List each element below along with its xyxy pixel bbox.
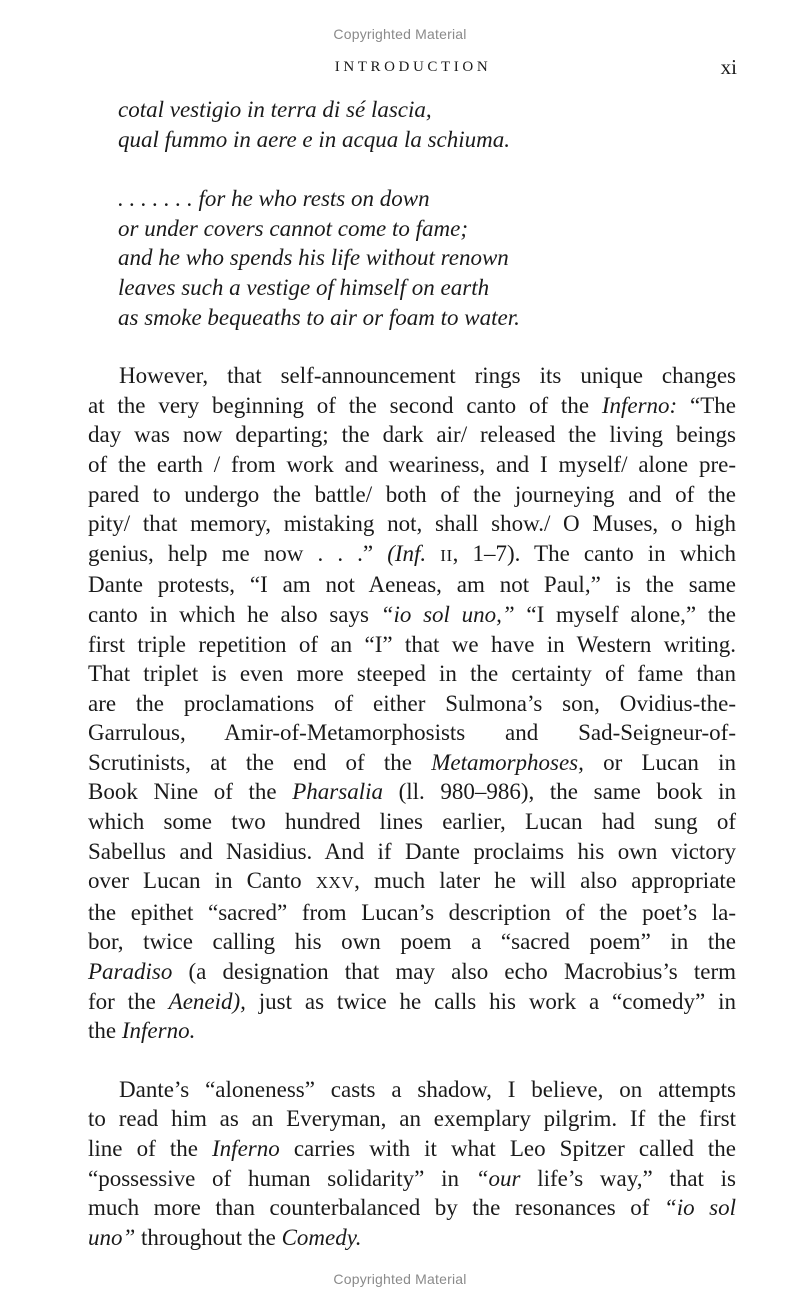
text-run: just as twice he calls his work a “comedy” in [245, 988, 736, 1014]
italic-text: (Inf. [387, 540, 427, 566]
text-run: throughout the [135, 1224, 282, 1250]
text-run: or Lucan in [583, 749, 736, 775]
paragraph-line [88, 361, 736, 391]
verse-italian [88, 95, 736, 154]
verse-line: . . . . . . . for he who rests on down [118, 186, 430, 212]
paragraph-line [88, 927, 736, 957]
text-run: canto in which he also says [88, 601, 381, 627]
paragraph-line [88, 957, 736, 987]
paragraph-line [88, 1223, 736, 1253]
text-run: , much later he will also appropriate [354, 868, 737, 894]
text-run: day was now departing; the dark air/ released the living beings [88, 422, 736, 448]
text-run: which some two hundred lines earlier, Lucan had sung of [88, 809, 736, 835]
text-run: Garrulous, Amir-of-Metamorphosists and Sad-Seigneur-of- [88, 720, 736, 746]
text-run: “I myself alone,” the [514, 601, 736, 627]
text-run: II [440, 545, 453, 565]
text-run: Scrutinists, at the end of the [88, 749, 432, 775]
italic-text: “our [475, 1165, 521, 1191]
paragraph-line [88, 450, 736, 480]
copyright-watermark-bottom: Copyrighted Material [333, 1271, 467, 1287]
text-run: Dante protests, “I am not Aeneas, am not Paul,” is the same [88, 572, 736, 598]
text-run: over Lucan in Canto [88, 868, 316, 894]
italic-text: “io sol [663, 1195, 736, 1221]
italic-text: Pharsalia [292, 779, 383, 805]
italic-text: Paradiso [88, 959, 173, 985]
verse-english [88, 184, 736, 332]
paragraph-line [88, 807, 736, 837]
verse-line: qual fummo in aere e in acqua la schiuma. [118, 126, 511, 152]
verse-line: and he who spends his life without renown [118, 245, 509, 271]
paragraph-line [88, 600, 736, 630]
text-run: pared to undergo the battle/ both of the journeying and of the [88, 481, 736, 507]
text-run: carries with it what Leo Spitzer called the [279, 1136, 737, 1161]
text-run: genius, help me now . . .” [88, 540, 388, 566]
verse-line: as smoke bequeaths to air or foam to water. [118, 304, 520, 330]
paragraph-line [88, 1134, 736, 1164]
text-run: However, that self-announcement rings its unique changes [119, 363, 736, 389]
text-run: Sabellus and Nasidius. And if Dante proclaims his own victory [88, 838, 736, 864]
paragraph-line [88, 630, 736, 660]
text-run: of the earth / from work and weariness, and I myself/ alone pre- [88, 451, 736, 477]
paragraph-line [88, 837, 736, 867]
text-run: much more than counterbalanced by the resonances of [88, 1195, 664, 1221]
italic-text: Inferno: [601, 392, 678, 418]
text-run: pity/ that memory, mistaking not, shall show./ O Muses, o high [88, 511, 736, 537]
text-run: “possessive of human solidarity” in [88, 1165, 476, 1191]
paragraph-line [88, 659, 736, 689]
page-body [88, 95, 736, 1252]
text-run: (ll. 980–986), the same book in [382, 779, 736, 805]
text-run: at the very beginning of the second canto of the [88, 392, 602, 418]
italic-text: “io sol uno,” [380, 601, 515, 627]
paragraph-line [88, 1164, 736, 1194]
paragraph-line [88, 391, 736, 421]
text-run: Dante’s “aloneness” casts a shadow, I believe, on attempts [119, 1076, 736, 1102]
text-run: , 1–7). The canto in which [452, 540, 736, 566]
text-run: the epithet “sacred” from Lucan’s description of the poet’s la- [88, 899, 736, 925]
paragraph-line [88, 718, 736, 748]
text-run: the [88, 1018, 122, 1044]
text-run: to read him as an Everyman, an exemplary pilgrim. If the first [88, 1106, 736, 1132]
text-run: XXV [315, 873, 355, 893]
paragraph-line [88, 866, 736, 898]
paragraph-line [88, 689, 736, 719]
paragraph-line [88, 1104, 736, 1134]
body-paragraph-1 [88, 361, 736, 1046]
text-run: for the [88, 988, 169, 1014]
page-number: xi [720, 55, 737, 79]
running-head [0, 55, 800, 79]
paragraph-line [88, 748, 736, 778]
text-run: are the proclamations of either Sulmona’s son, Ovidius-the- [88, 690, 736, 716]
text-run: first triple repetition of an “I” that we have in Western writing. [88, 631, 736, 657]
paragraph-line [88, 420, 736, 450]
verse-line: cotal vestigio in terra di sé lascia, [118, 97, 432, 122]
text-run: life’s way,” that is [520, 1165, 736, 1191]
italic-text: Inferno. [121, 1018, 196, 1044]
paragraph-line [88, 987, 736, 1017]
italic-text: Comedy. [281, 1224, 362, 1250]
text-run: Book Nine of the [88, 779, 293, 805]
text-run: bor, twice calling his own poem a “sacred poem” in the [88, 929, 736, 955]
paragraph-line [88, 570, 736, 600]
paragraph-line [88, 509, 736, 539]
verse-line: or under covers cannot come to fame; [118, 215, 469, 241]
body-paragraph-2 [88, 1075, 736, 1253]
running-head-title: INTRODUCTION [334, 59, 492, 75]
italic-text: Metamorphoses, [431, 749, 584, 775]
italic-text: Inferno [212, 1136, 280, 1161]
text-run [426, 541, 440, 566]
text-run: That triplet is even more steeped in the certainty of fame than [88, 661, 736, 687]
paragraph-line [88, 898, 736, 928]
text-run: line of the [88, 1136, 213, 1161]
paragraph-line [88, 1016, 736, 1046]
paragraph-line [88, 480, 736, 510]
text-run: (a designation that may also echo Macrobius’s term [172, 959, 736, 985]
verse-line: leaves such a vestige of himself on earth [118, 274, 490, 300]
paragraph-line [88, 539, 736, 571]
paragraph-line [88, 777, 736, 807]
italic-text: uno” [88, 1224, 136, 1250]
paragraph-line [88, 1193, 736, 1223]
paragraph-line [88, 1075, 736, 1105]
italic-text: Aeneid), [168, 988, 246, 1014]
text-run: “The [677, 392, 736, 418]
copyright-watermark-top: Copyrighted Material [333, 26, 467, 42]
